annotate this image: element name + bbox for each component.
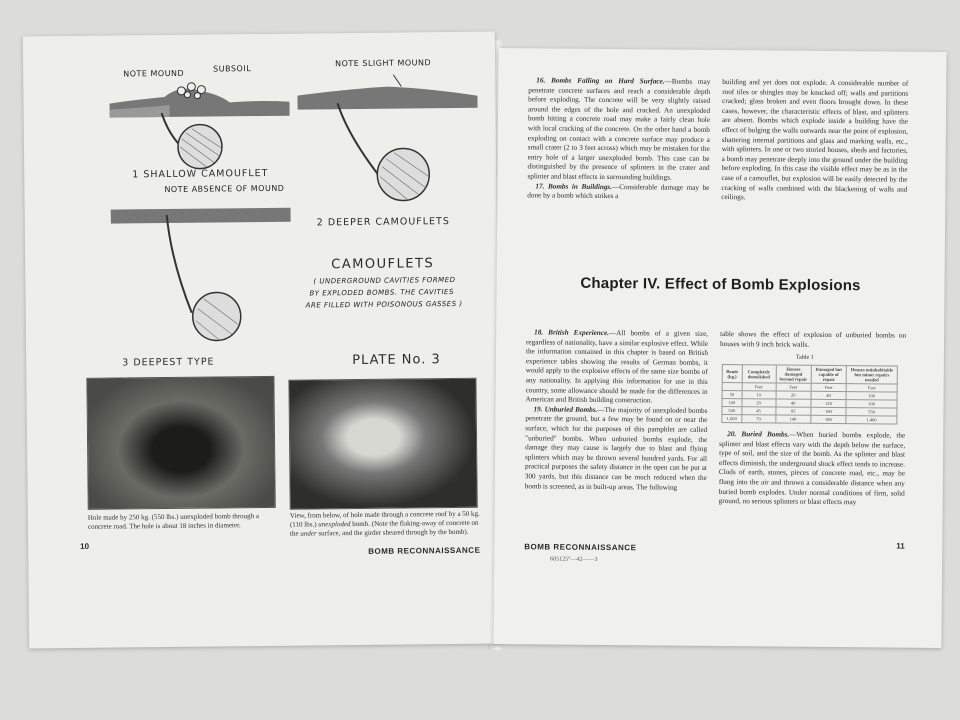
fig1-label: 1 SHALLOW CAMOUFLET: [132, 167, 269, 181]
section-20-text: —When buried bombs explode, the splinter and blast effects vary with the depth below the surface, type of soil, and the size of the bomb. As the splinter and blast effects diminish, the underground shock effect tends to increase. Clods of earth, stones, pieces of concrete road, etc., may be flung into the air and thrown a considerable distance when any buried bomb explodes. Under normal conditions of firm, solid ground, no serious splinters or blast effects may: [718, 430, 906, 507]
section-18-text: —All bombs of a given size, regardless of nationality, have a similar explosive effect. While the information contained in this chapter is based on British experience tables showing the results of German bombs, it would apply to the explosive effects of the same size bombs of any nationality. In applying this information for use in this country, some allowance should be made for the differences in American and British building construction.: [525, 329, 709, 405]
section-19-text: —The majority of unexploded bombs penetrate the ground, but a few may be found on or near the surface, which for the purposes of this pamphlet are called "unburied" bombs. When unburied bombs explode, the damage they may cause is largely due to blast and flying splinters which may be thrown several hundred yards. For all practical purposes the safety distance in the open can be put at 300 yards, but this distance can be much reduced when the bomb is screened, as in built-up areas. The following: [524, 405, 708, 492]
chapter-title: Chapter IV. Effect of Bomb Explosions: [580, 274, 861, 295]
right-footer: BOMB RECONNAISSANCE: [524, 542, 637, 553]
deepest-camouflet-diagram: [111, 200, 293, 352]
camouflets-desc-1: ( UNDERGROUND CAVITIES FORMED: [313, 275, 456, 286]
note-mound-label: NOTE MOUND: [123, 68, 185, 79]
concrete-roof-hole-photo: [288, 378, 477, 510]
table-units-row: Feet Feet Feet Feet: [722, 383, 897, 393]
section-19-heading: 19. Unburied Bombs.: [533, 405, 598, 414]
section-16-text: —Bombs may penetrate concrete surfaces and reach a considerable depth before exploding. The concrete will be very slightly raised around the edges of the hole and cracked. An unexploded bomb hitting a concrete road may make a fairly clean hole with local cracking of the concrete. On the other hand a bomb exploding on contact with a concrete surface may produce a small crater (2 to 3 feet across) which may be mistaken for the entry hole of a larger unexploded bomb. This case can be distinguished by the presence of splinters in the crater and splinter and blast effects in surrounding buildings.: [527, 77, 711, 182]
table-row: 500 45 95 190 550: [722, 407, 897, 417]
section-20-column: [719, 430, 906, 508]
absence-mound-label: NOTE ABSENCE OF MOUND: [164, 183, 285, 195]
table-row: 100 20 40 120 300: [722, 399, 897, 409]
fig2-label: 2 DEEPER CAMOUFLETS: [316, 216, 450, 229]
plate-number: PLATE No. 3: [352, 352, 441, 369]
section-16-heading: 16. Bombs Falling on Hard Surface.: [536, 76, 665, 86]
section-20-heading: 20. Buried Bombs.: [727, 430, 790, 439]
camouflets-desc-3: ARE FILLED WITH POISONOUS GASSES ): [305, 299, 463, 310]
section-17-continued: building and yet does not explode. A considerable number of roof tiles or shingles may be knocked off; walls and partitions cracked; glass broken and even floors brought down. In these cases, however, the characteristic effects of blast, and splinters are absent. Bombs which explode inside a building have the effect of bulging the walls outwards near the point of explosion, shattering internal partitions and glass and marking walls, etc., with splinters. In one or two storied houses, sheds and factories, a bomb may penetrate deeply into the ground under the building before exploding. In this case the visible effect may be as in the case of a camouflet, but explosion will be easily detected by the cracking of walls combined with the blackening of walls and ceilings.: [721, 78, 909, 202]
fig3-label: 3 DEEPEST TYPE: [122, 356, 215, 369]
subsoil-label: SUBSOIL: [213, 64, 252, 74]
deeper-camouflet-diagram: [297, 74, 478, 206]
bomb-hole-road-photo: [86, 376, 275, 510]
printer-code: 605125°—42——3: [550, 556, 598, 563]
section-17-heading: 17. Bombs in Buildings.: [535, 181, 613, 191]
sections-16-17-column: [527, 76, 710, 202]
left-photo-caption: Hole made by 250 kg. (550 lbs.) unexploded bomb through a concrete road. The hole is about 18 inches in diameter.: [87, 512, 259, 531]
left-page: [23, 32, 501, 649]
left-footer: BOMB RECONNAISSANCE: [368, 545, 481, 556]
table-intro: table shows the effect of explosion of unburied bombs on houses with 9 inch brick walls.: [720, 330, 907, 349]
camouflets-title: CAMOUFLETS: [331, 256, 435, 273]
table-row: 1,000 70 140 180 1,400: [722, 415, 897, 425]
table-title: Table 1: [795, 354, 814, 361]
shallow-camouflet-diagram: [109, 68, 290, 180]
right-photo-caption: View, from below, of hole made through a concrete roof by a 50 kg. (110 lbs.) unexploded bomb. (Note the flaking-away of concrete on the under surface, and the girder sheared through by the bomb).: [289, 509, 480, 538]
bomb-effect-table: [721, 364, 898, 425]
table-header-row: Bomb (kg.) Completely demolished Houses damaged beyond repair Damaged but capable of repair Houses uninhabitable but minor repairs needed: [722, 365, 897, 385]
table-row: 50 10 20 40 100: [722, 391, 897, 401]
left-page-number: 10: [80, 541, 90, 551]
section-17-text: —Considerable damage may be done by a bomb which strikes a: [527, 182, 710, 201]
right-page: [493, 48, 946, 648]
camouflets-desc-2: BY EXPLODED BOMBS. THE CAVITIES: [309, 287, 454, 298]
sections-18-19-column: [525, 328, 708, 493]
slight-mound-label: NOTE SLIGHT MOUND: [335, 58, 432, 69]
right-page-number: 11: [896, 541, 905, 551]
section-18-heading: 18. British Experience.: [534, 328, 610, 338]
